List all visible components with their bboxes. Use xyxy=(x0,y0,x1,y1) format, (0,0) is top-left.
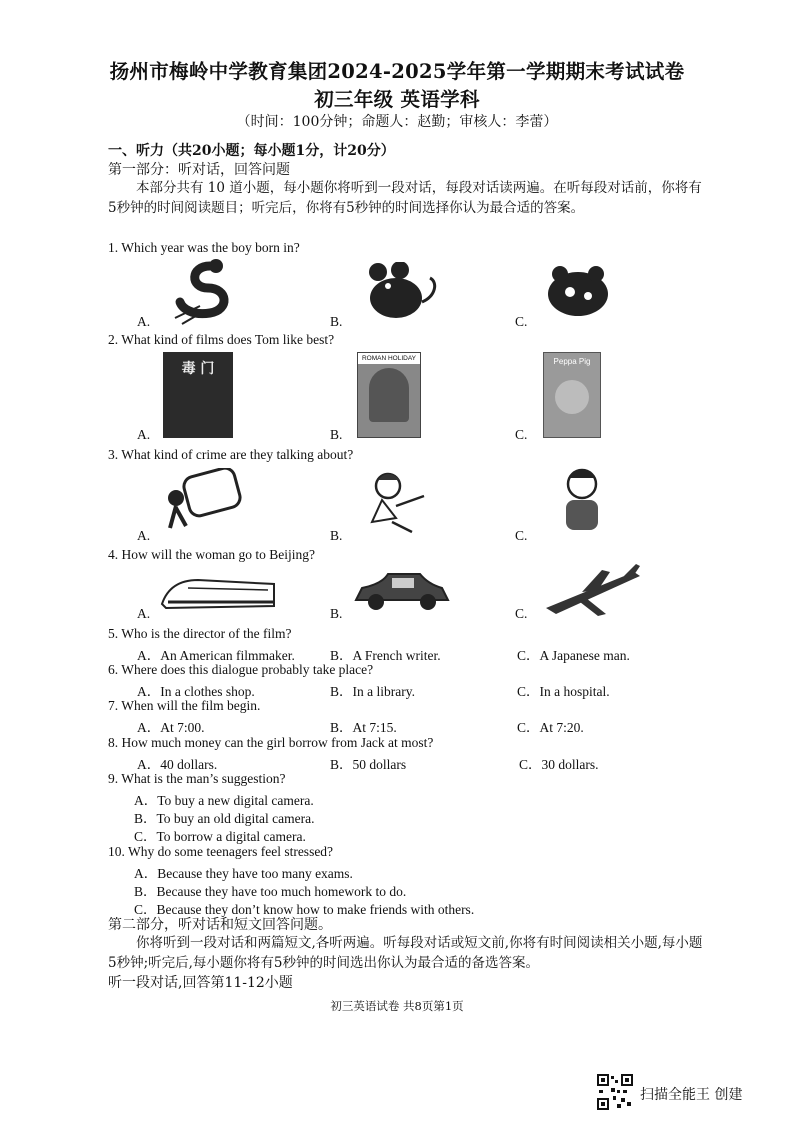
part2-title: 第二部分，听对话和短文回答问题。 xyxy=(108,917,332,933)
option-label: A. xyxy=(137,528,151,543)
option-c: C．To borrow a digital camera. xyxy=(134,829,306,844)
question-stem: 10. Why do some teenagers feel stressed? xyxy=(108,844,334,859)
option-b: B．To buy an old digital camera. xyxy=(134,811,315,826)
question-stem: 6. Where does this dialogue probably take place? xyxy=(108,662,374,677)
option-b: B．At 7:15. xyxy=(330,720,397,735)
grade-subject: 初三年级 英语学科 xyxy=(314,88,480,111)
rat-icon xyxy=(540,262,615,324)
option-label: A. xyxy=(137,427,151,442)
film-poster-a: 毒 门 xyxy=(163,352,233,438)
question-stem: 5. Who is the director of the film? xyxy=(108,626,292,641)
option-label: C. xyxy=(515,427,528,442)
scanner-watermark: 扫描全能王 创建 xyxy=(640,1087,743,1103)
qr-code-icon xyxy=(597,1074,633,1110)
option-a: A．An American filmmaker. xyxy=(137,648,295,663)
option-a: A．To buy a new digital camera. xyxy=(134,793,314,808)
exam-title: 扬州市梅岭中学教育集团2024-2025学年第一学期期末考试试卷 xyxy=(109,60,685,83)
question-stem: 7. When will the film begin. xyxy=(108,698,261,713)
option-a: A．40 dollars. xyxy=(137,757,218,772)
robbery-icon xyxy=(352,470,432,534)
car-icon xyxy=(352,568,450,614)
option-label: C. xyxy=(515,314,528,329)
car-theft-icon xyxy=(160,468,246,534)
option-label: B. xyxy=(330,427,343,442)
part1-title: 第一部分：听对话，回答问题 xyxy=(108,162,290,178)
option-c: C．30 dollars. xyxy=(519,757,599,772)
question-stem: 2. What kind of films does Tom like best? xyxy=(108,332,335,347)
snake-icon xyxy=(170,258,250,328)
option-label: B. xyxy=(330,314,343,329)
question-stem: 4. How will the woman go to Beijing? xyxy=(108,547,315,562)
part2-intro: 你将听到一段对话和两篇短文,各听两遍。听每段对话或短文前,你将有时间阅读相关小题,每小题5秒钟;听完后,每小题你将有5秒钟的时间选出你认为最合适的备选答案。 xyxy=(108,935,703,971)
question-stem: 8. How much money can the girl borrow from Jack at most? xyxy=(108,735,434,750)
option-b: B．In a library. xyxy=(330,684,415,699)
train-icon xyxy=(158,572,278,616)
film-poster-b: ROMAN HOLIDAY xyxy=(357,352,421,438)
kidnap-icon xyxy=(552,466,612,536)
option-label: A. xyxy=(137,606,151,621)
option-b: B．50 dollars xyxy=(330,757,407,772)
option-label: C. xyxy=(515,528,528,543)
option-c: C．In a hospital. xyxy=(517,684,610,699)
option-label: C. xyxy=(515,606,528,621)
option-b: B．Because they have too much homework to do. xyxy=(134,884,407,899)
airplane-icon xyxy=(542,562,642,618)
option-label: B. xyxy=(330,606,343,621)
question-stem: 9. What is the man’s suggestion? xyxy=(108,771,286,786)
option-label: B. xyxy=(330,528,343,543)
page-footer: 初三英语试卷 共8页第1页 xyxy=(330,999,464,1013)
option-c: C．Because they don’t know how to make friends with others. xyxy=(134,902,475,917)
option-c: C．A Japanese man. xyxy=(517,648,630,663)
part1-intro: 本部分共有 10 道小题，每小题你将听到一段对话，每段对话读两遍。在听每段对话前，你将有5秒钟的时间阅读题目；听完后，你将有5秒钟的时间选择你认为最合适的答案。 xyxy=(108,180,702,216)
question-stem: 3. What kind of crime are they talking about? xyxy=(108,447,354,462)
option-a: A．Because they have too many exams. xyxy=(134,866,353,881)
part2-line: 听一段对话,回答第11-12小题 xyxy=(108,975,293,991)
option-a: A．At 7:00. xyxy=(137,720,205,735)
mouse-icon xyxy=(360,262,440,324)
option-c: C．At 7:20. xyxy=(517,720,584,735)
question-stem: 1. Which year was the boy born in? xyxy=(108,240,300,255)
film-poster-c: Peppa Pig xyxy=(543,352,601,438)
exam-info: （时间：100分钟；命题人：赵勤；审核人：李蕾） xyxy=(236,114,558,130)
section-heading: 一、听力（共20小题；每小题1分，计20分） xyxy=(108,143,395,159)
option-b: B．A French writer. xyxy=(330,648,441,663)
option-label: A. xyxy=(137,314,151,329)
option-a: A．In a clothes shop. xyxy=(137,684,255,699)
